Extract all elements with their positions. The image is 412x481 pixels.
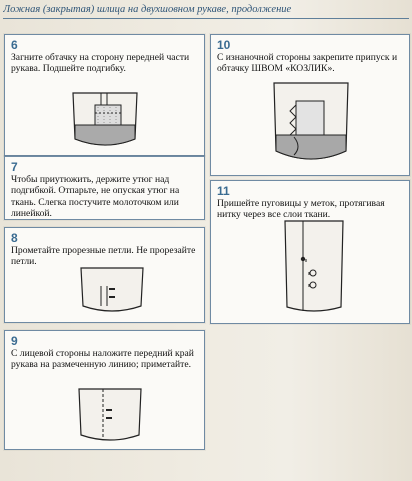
step-card-9: [4, 330, 205, 450]
step-instruction: Чтобы приутюжить, держите утюг над подгибкой. Отпарьте, не опуская утюг на ткань. Слегка постучите молоточком или линейкой.: [11, 174, 180, 220]
step-instruction: С лицевой стороны наложите передний край рукава на размеченную линию; приметайте.: [11, 348, 194, 371]
step-number: 7: [11, 160, 18, 174]
step-card-8: [4, 227, 205, 323]
step-number: 6: [11, 38, 18, 52]
sleeve-edge-illustration: [75, 387, 145, 447]
herringbone-stitch-illustration: [266, 81, 356, 171]
page-bleedthrough: [320, 238, 400, 308]
step-card-7: [4, 156, 205, 220]
step-number: 9: [11, 334, 18, 348]
step-instruction: С изнаночной стороны закрепите припуск и обтачку ШВОМ «КОЗЛИК».: [217, 52, 398, 75]
step-instruction: Пришейте пуговицы у меток, протягивая нитку через все слои ткани.: [217, 198, 385, 221]
step-number: 8: [11, 231, 18, 245]
step-card-6: [4, 34, 205, 156]
buttonhole-illustration: [77, 266, 147, 316]
step-number: 11: [217, 184, 230, 198]
step-instruction: Прометайте прорезные петли. Не прорезайте петли.: [11, 245, 196, 268]
step-instruction: Загните обтачку на сторону передней части рукава. Подшейте подгибку.: [11, 52, 190, 75]
page-header: Ложная (закрытая) шлица на двухшовном рукаве, продолжение: [3, 2, 409, 19]
sleeve-hem-illustration: [65, 91, 145, 153]
step-card-10: [210, 34, 410, 176]
step-number: 10: [217, 38, 231, 52]
